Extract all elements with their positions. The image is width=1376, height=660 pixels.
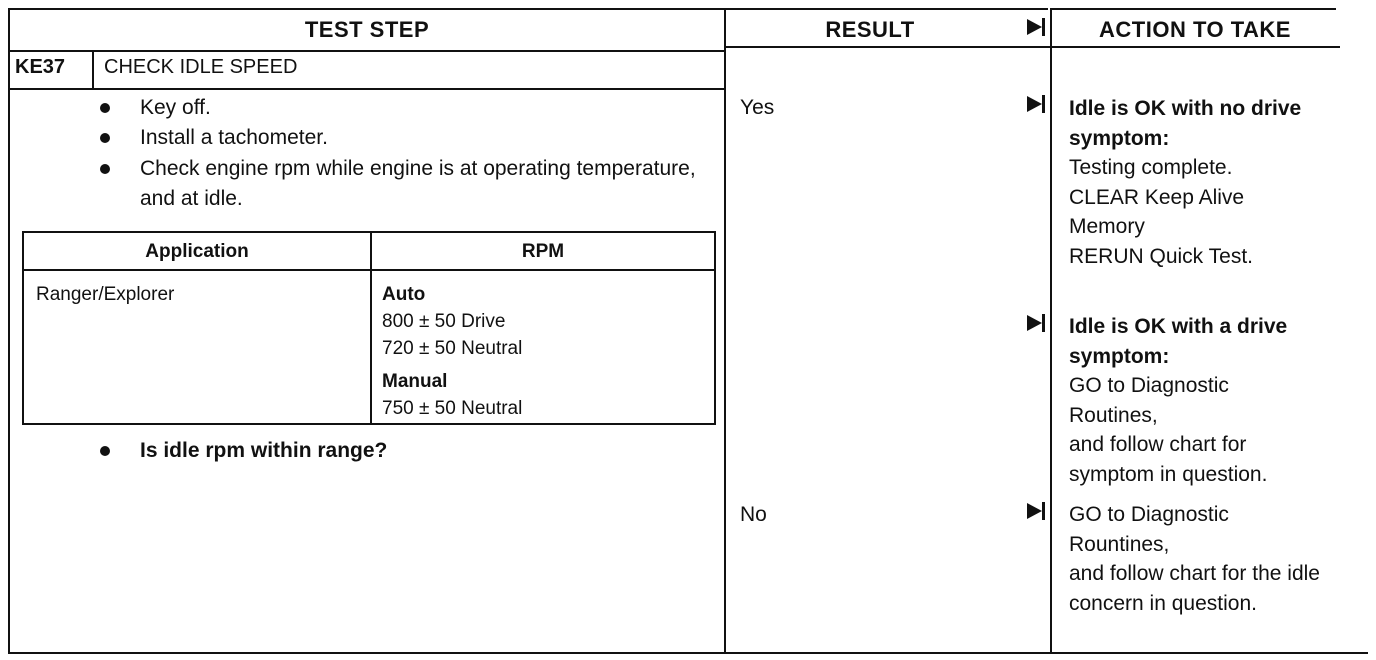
rpm-table-header-rpm: RPM [521,241,565,262]
rpm-table-application: Ranger/Explorer [36,284,175,305]
action-line: GO to Diagnostic Routines, [1069,374,1229,427]
header-bottom-border [8,50,724,52]
no-arrow-bar-icon [1042,502,1045,520]
action-line: and follow chart for the idle concern in question. [1069,562,1320,615]
rpm-auto-neutral: 720 ± 50 Neutral [382,338,523,359]
question-item [100,436,710,466]
drive-symptom-arrow-icon [1027,315,1042,331]
rpm-table-header-application: Application [145,241,249,262]
result-action-divider [1050,8,1052,654]
header-test-step: TEST STEP [304,17,430,42]
rpm-auto-label: Auto [382,284,426,305]
instruction-item [100,123,710,153]
instruction-item [100,93,710,123]
instruction-item [100,154,700,214]
rpm-table-head-divider [24,269,714,271]
step-row-bottom-border [8,88,724,90]
rpm-manual-label: Manual [382,371,448,392]
bottom-border [8,652,1368,654]
instruction-text: Key off. [140,96,211,119]
rpm-table-values [382,281,522,422]
action-heading: Idle is OK with a drive symptom: [1069,315,1288,368]
bullet-icon [100,133,110,143]
action-line: RERUN Quick Test. [1069,244,1253,268]
action-line: GO to Diagnostic Rountines, [1069,503,1229,556]
header-arrow-bar-icon [1042,18,1045,36]
left-border [8,8,10,654]
bullet-icon [100,103,110,113]
header-action: ACTION TO TAKE [1099,17,1291,42]
rpm-table [22,231,716,425]
drive-symptom-arrow-bar-icon [1042,314,1045,332]
instruction-text: Check engine rpm while engine is at operating temperature, and at idle. [140,157,696,210]
bullet-icon [100,446,110,456]
result-yes: Yes [740,96,775,119]
code-divider [92,50,94,88]
action-drive-symptom [1069,312,1359,489]
step-code: KE37 [15,56,66,78]
instruction-text: Install a tachometer. [140,126,328,149]
question-text: Is idle rpm within range? [140,439,388,462]
action-heading: Idle is OK with no drive symptom: [1069,97,1302,150]
bullet-icon [100,164,110,174]
yes-arrow-bar-icon [1042,95,1045,113]
action-line: and follow chart for symptom in question. [1069,433,1268,486]
step-title: CHECK IDLE SPEED [104,56,298,78]
action-line: CLEAR Keep Alive Memory [1069,185,1245,238]
step-result-divider [724,8,726,654]
yes-arrow-icon [1027,96,1042,112]
no-arrow-icon [1027,503,1042,519]
action-no-drive-symptom [1069,94,1359,271]
action-no [1069,500,1359,618]
rpm-manual-neutral: 750 ± 50 Neutral [382,398,523,419]
header-result: RESULT [825,17,915,42]
header-arrow-icon [1027,19,1042,35]
action-line: Testing complete. [1069,156,1233,179]
result-no: No [740,503,767,526]
rpm-auto-drive: 800 ± 50 Drive [382,311,506,332]
